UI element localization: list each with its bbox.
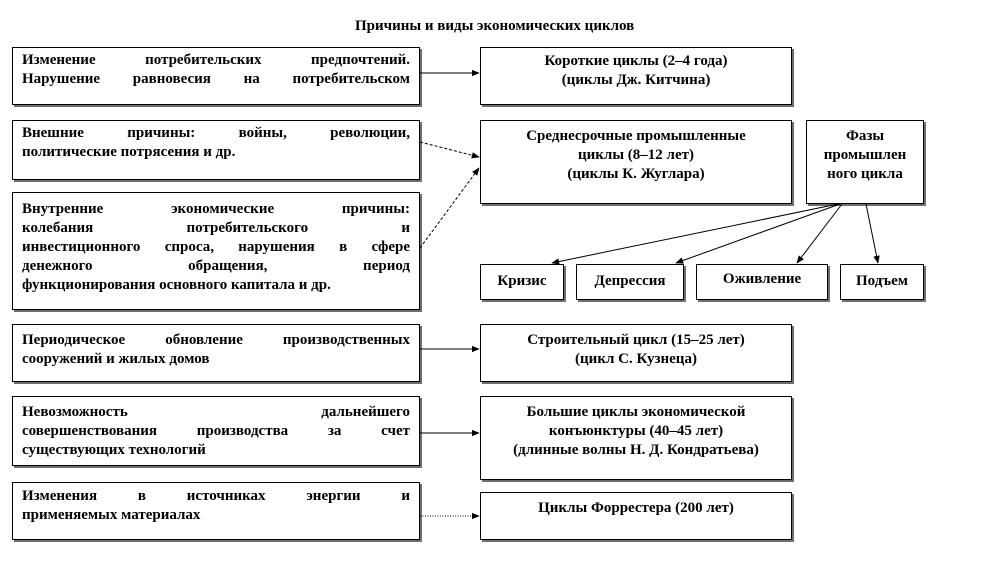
phase-recovery: Оживление bbox=[696, 264, 828, 300]
phases-line: промышлен bbox=[823, 147, 907, 163]
phases-line: ного цикла bbox=[827, 166, 903, 182]
arrow-phases-to-boom bbox=[866, 204, 878, 263]
cycle-line: конъюнктуры (40–45 лет) bbox=[548, 423, 724, 439]
arrow-external-to-juglar bbox=[420, 142, 479, 157]
cycle-line: (циклы К. Жуглара) bbox=[567, 166, 705, 182]
cause-line: функционирования основного капитала и др. bbox=[22, 277, 331, 293]
cycle-line: Большие циклы экономической bbox=[526, 404, 746, 420]
arrow-phases-to-depression bbox=[676, 204, 840, 263]
cause-line: существующих технологий bbox=[22, 442, 206, 458]
cause-line: применяемых материалах bbox=[22, 507, 201, 523]
cycle-line: (длинные волны Н. Д. Кондратьева) bbox=[513, 442, 759, 458]
arrow-internal-to-juglar bbox=[420, 168, 479, 248]
cause-line: сооружений и жилых домов bbox=[22, 351, 210, 367]
cause-line: Изменение потребительских предпочтений. bbox=[22, 52, 410, 68]
cause-line: Нарушение равновесия на потребительском bbox=[22, 71, 410, 87]
cause-line: политические потрясения и др. bbox=[22, 144, 236, 160]
cause-line: Внешние причины: войны, революции, bbox=[22, 125, 410, 141]
cause-line: Изменения в источниках энергии и bbox=[22, 488, 410, 504]
cause-line: совершенствования производства за счет bbox=[22, 423, 410, 439]
cycle-line: Циклы Форрестера (200 лет) bbox=[538, 500, 734, 516]
cycle-line: (цикл С. Кузнеца) bbox=[575, 351, 697, 367]
cycle-line: Короткие циклы (2–4 года) bbox=[544, 53, 728, 69]
cause-line: Периодическое обновление производственных bbox=[22, 332, 410, 348]
phases-line: Фазы bbox=[845, 128, 885, 144]
phase-depression: Депрессия bbox=[576, 264, 684, 300]
cycle-line: (циклы Дж. Китчина) bbox=[561, 72, 711, 88]
cycle-line: циклы (8–12 лет) bbox=[578, 147, 694, 163]
cause-line: денежного обращения, период bbox=[22, 258, 410, 274]
phase-crisis: Кризис bbox=[480, 264, 564, 300]
cycle-line: Строительный цикл (15–25 лет) bbox=[527, 332, 745, 348]
cause-line: Невозможность дальнейшего bbox=[22, 404, 410, 420]
diagram-title: Причины и виды экономических циклов bbox=[355, 18, 635, 34]
phase-boom: Подъем bbox=[840, 264, 924, 300]
arrow-phases-to-recovery bbox=[797, 204, 842, 263]
cause-line: колебания потребительского и bbox=[22, 220, 410, 236]
cycle-line: Среднесрочные промышленные bbox=[526, 128, 746, 144]
cause-line: инвестиционного спроса, нарушения в сфере bbox=[22, 239, 410, 255]
cause-line: Внутренние экономические причины: bbox=[22, 201, 410, 217]
arrow-phases-to-crisis bbox=[552, 204, 838, 263]
